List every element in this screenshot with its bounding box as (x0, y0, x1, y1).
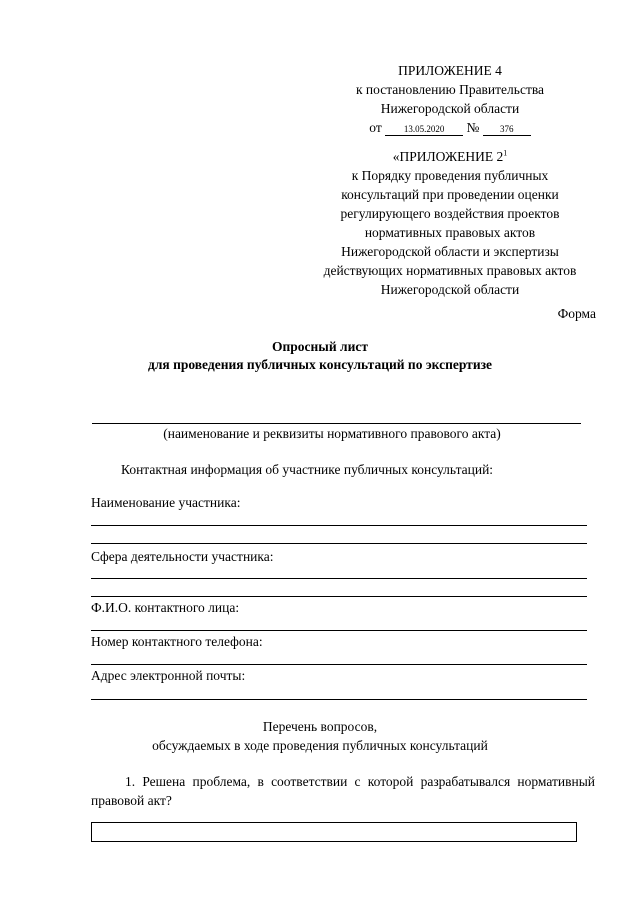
sub-appendix-title-text: «ПРИЛОЖЕНИЕ 2 (392, 149, 504, 164)
act-name-input-line[interactable] (92, 423, 581, 424)
sub-header-line: Нижегородской области и экспертизы (341, 244, 559, 259)
form-label: Форма (557, 306, 596, 321)
region-name: Нижегородской области (380, 101, 520, 116)
sub-header-line: к Порядку проведения публичных (351, 168, 549, 183)
title-line-2: для проведения публичных консультаций по экспертизе (147, 357, 493, 372)
participant-name-label: Наименование участника: (91, 495, 241, 510)
activity-sphere-line-1[interactable] (91, 578, 587, 579)
participant-name-line-1[interactable] (91, 525, 587, 526)
sub-appendix-sup: 1 (503, 148, 508, 158)
date-value: 13.05.2020 (385, 123, 463, 136)
activity-sphere-line-2[interactable] (91, 596, 587, 597)
number-value: 376 (483, 123, 531, 136)
sub-header-line: Нижегородской области (380, 282, 520, 297)
date-number-line (300, 118, 600, 137)
document-title (60, 338, 580, 374)
act-name-caption: (наименование и реквизиты нормативного правового акта) (163, 426, 501, 441)
question-1-answer-box[interactable] (91, 822, 577, 842)
sub-appendix-header (300, 147, 600, 299)
email-line[interactable] (91, 699, 587, 700)
participant-name-line-2[interactable] (91, 543, 587, 544)
approval-header (300, 61, 600, 137)
number-sign: № (466, 120, 480, 135)
contact-info-intro: Контактная информация об участнике публичных консультаций: (121, 462, 494, 477)
phone-line[interactable] (91, 664, 587, 665)
activity-sphere-label: Сфера деятельности участника: (91, 549, 274, 564)
questions-header-line-1: Перечень вопросов, (262, 719, 378, 734)
sub-header-line: действующих нормативных правовых актов (323, 263, 577, 278)
sub-appendix-title (300, 147, 600, 166)
sub-header-line: консультаций при проведении оценки (341, 187, 559, 202)
contact-person-label: Ф.И.О. контактного лица: (91, 600, 240, 615)
questions-header-line-2: обсуждаемых в ходе проведения публичных консультаций (152, 738, 488, 753)
date-prefix: от (369, 120, 382, 135)
sub-header-line: регулирующего воздействия проектов (340, 206, 560, 221)
question-1: 1. Решена проблема, в соответствии с которой разрабатывался нормативный правовой акт? (91, 774, 595, 808)
sub-header-line: нормативных правовых актов (364, 225, 536, 240)
email-label: Адрес электронной почты: (91, 668, 246, 683)
contact-person-line[interactable] (91, 630, 587, 631)
phone-label: Номер контактного телефона: (91, 634, 263, 649)
decree-reference: к постановлению Правительства (355, 82, 545, 97)
title-line-1: Опросный лист (272, 339, 368, 354)
questions-header (60, 717, 580, 755)
appendix-title: ПРИЛОЖЕНИЕ 4 (398, 63, 502, 78)
